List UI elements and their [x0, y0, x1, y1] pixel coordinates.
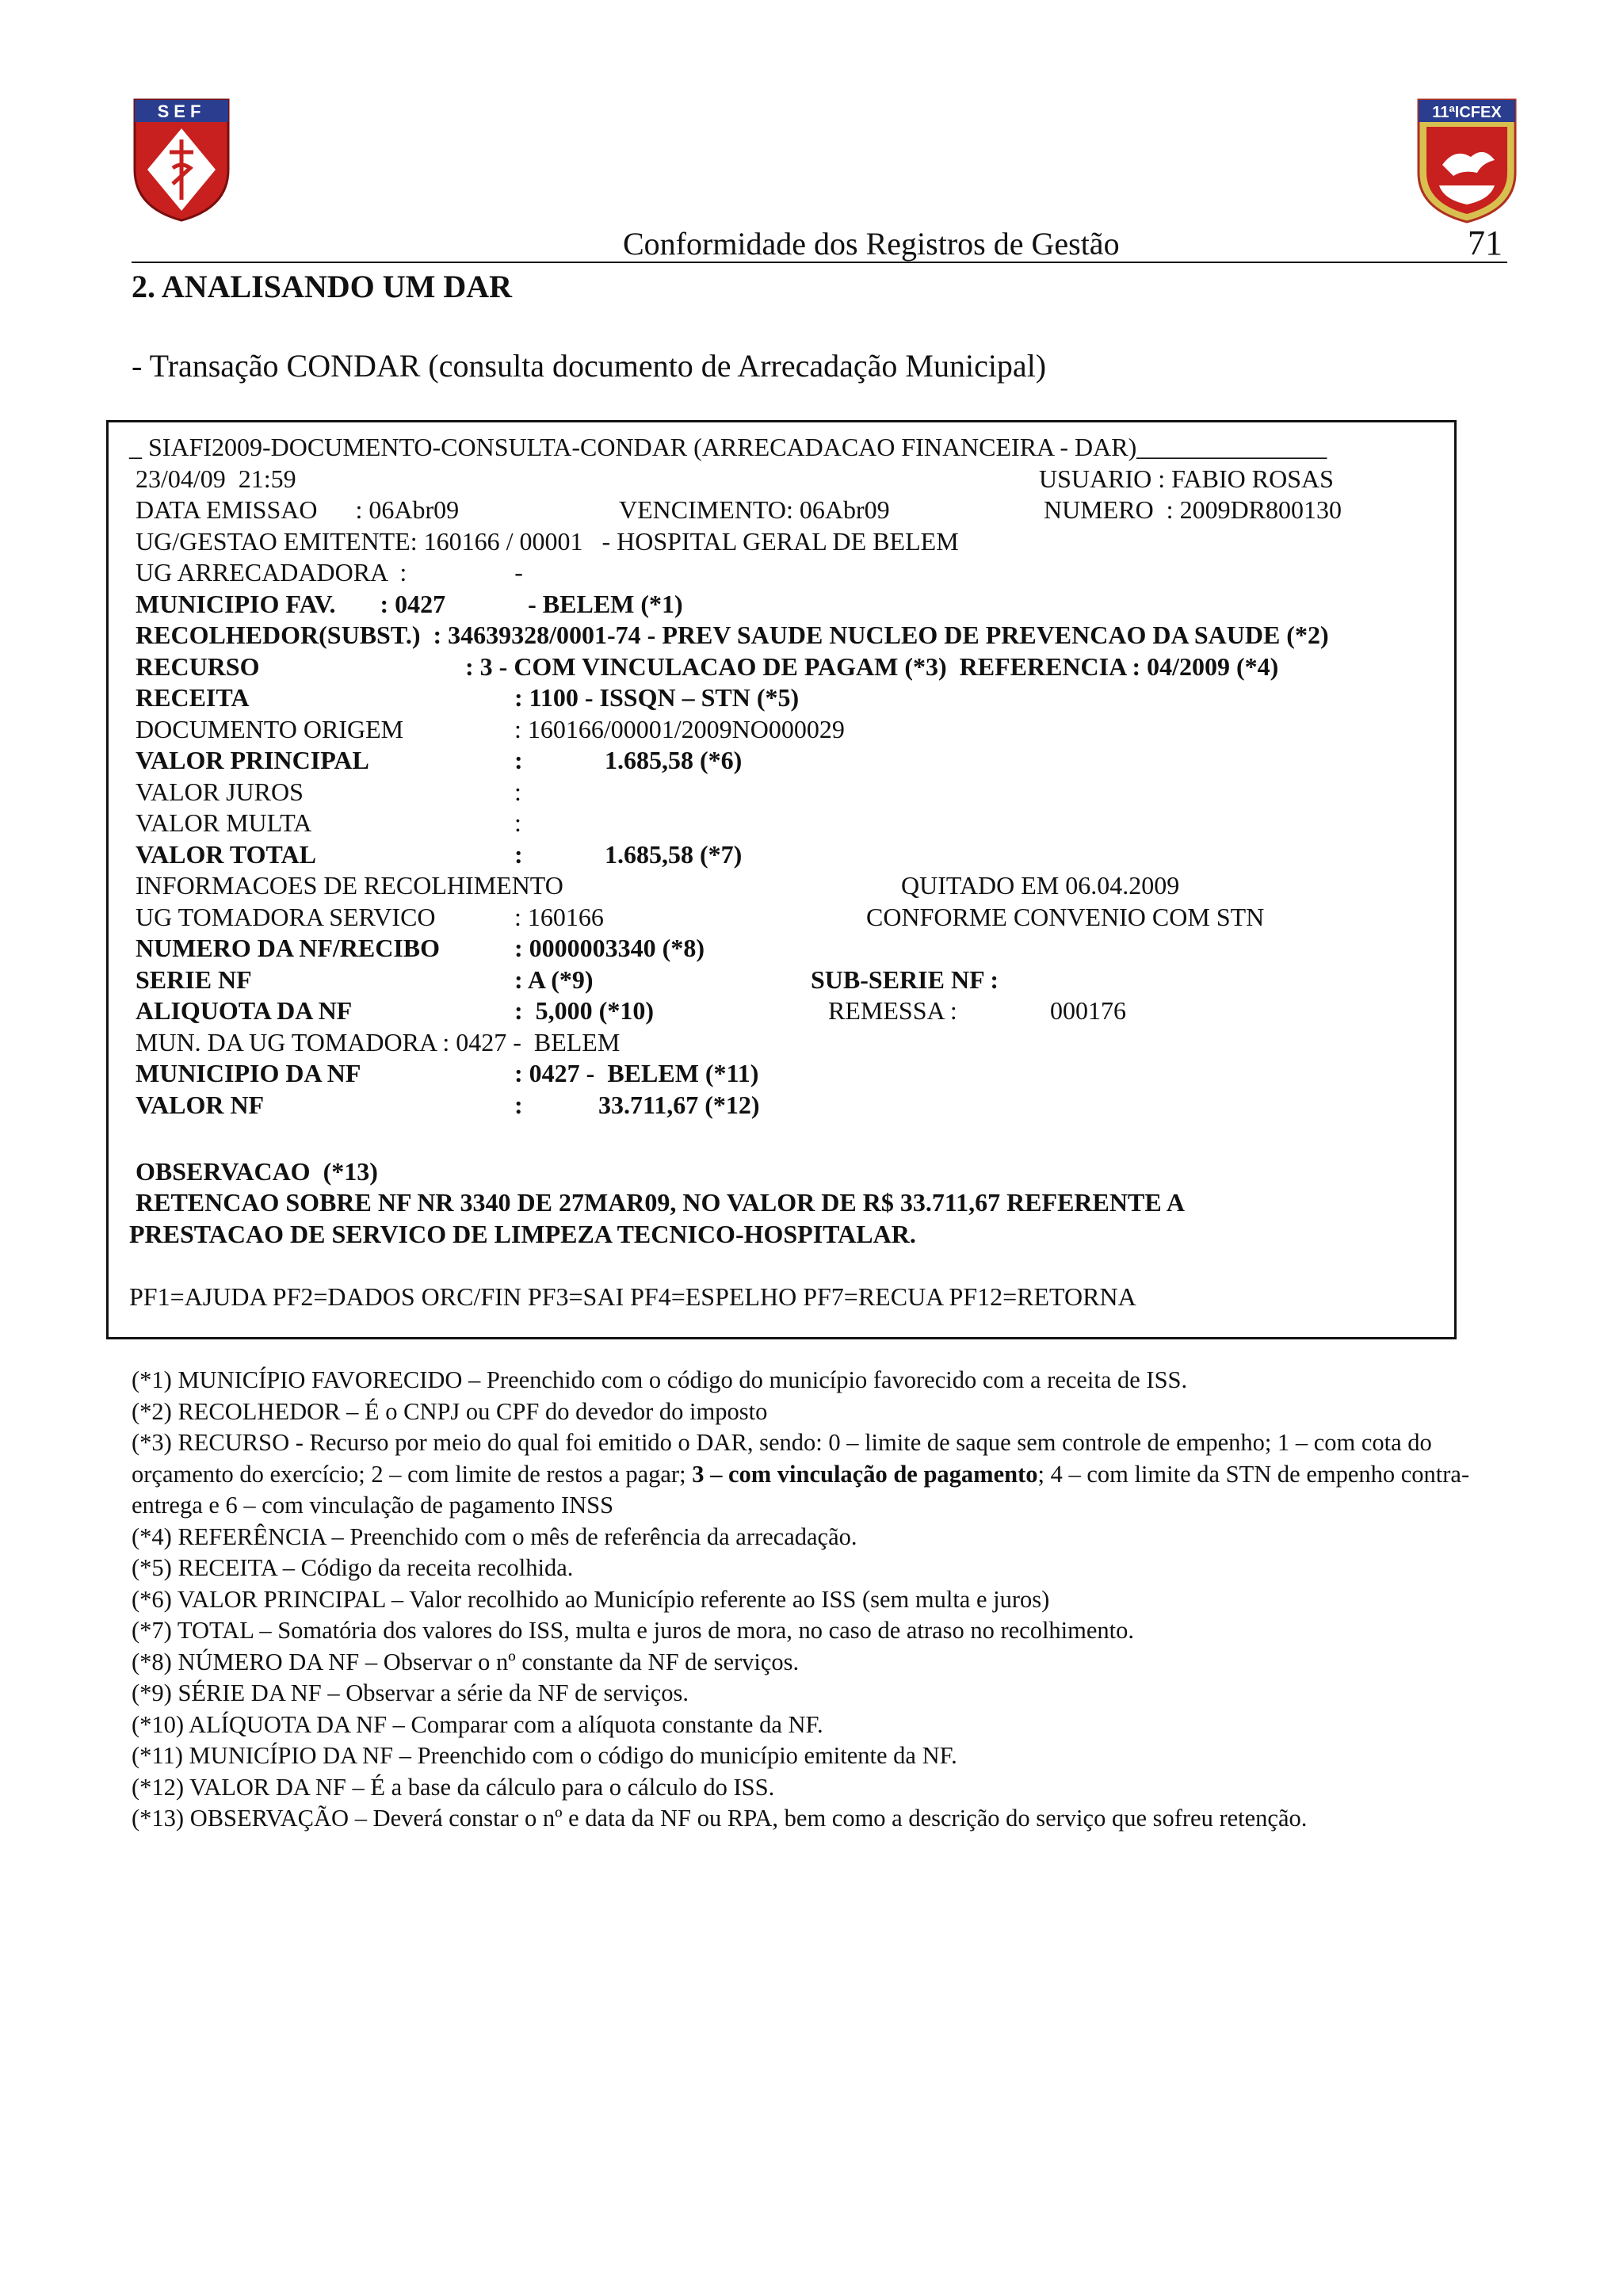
screen-usuario: USUARIO : FABIO ROSAS	[1039, 464, 1334, 493]
note-9: (*9) SÉRIE DA NF – Observar a série da NF de serviços.	[132, 1679, 689, 1706]
mun-ug-tomadora: MUN. DA UG TOMADORA : 0427 - BELEM	[136, 1028, 621, 1056]
conforme-convenio: CONFORME CONVENIO COM STN	[866, 903, 1265, 931]
ug-arrecadadora: UG ARRECADADORA : -	[136, 558, 523, 586]
recurso-label: RECURSO	[136, 652, 260, 681]
valor-principal-label: VALOR PRINCIPAL	[136, 746, 369, 774]
aliquota-nf-label: ALIQUOTA DA NF	[136, 996, 353, 1025]
valor-total-colon: :	[514, 840, 523, 869]
documento-origem-value: : 160166/00001/2009NO000029	[514, 715, 845, 743]
note-3-text-end: ; 4 – com limite da STN de empenho contra-entrega e 6 – com vinculação de pagamento INSS	[132, 1460, 1470, 1519]
serie-nf-value: : A (*9)	[514, 965, 594, 994]
numero-nf-value: : 0000003340 (*8)	[514, 934, 705, 962]
note-6: (*6) VALOR PRINCIPAL – Valor recolhido ao Município referente ao ISS (sem multa e juros)	[132, 1585, 1050, 1613]
numero-nf-label: NUMERO DA NF/RECIBO	[136, 934, 441, 962]
informacoes-recolhimento: INFORMACOES DE RECOLHIMENTO	[136, 871, 563, 900]
note-4: (*4) REFERÊNCIA – Preenchido com o mês de referência da arrecadação.	[132, 1522, 857, 1550]
note-8: (*8) NÚMERO DA NF – Observar o nº constante da NF de serviços.	[132, 1648, 800, 1675]
section-title: 2. ANALISANDO UM DAR	[132, 269, 513, 304]
valor-multa-colon: :	[514, 808, 521, 837]
valor-nf-colon: :	[514, 1091, 523, 1119]
note-11: (*11) MUNICÍPIO DA NF – Preenchido com o código do município emitente da NF.	[132, 1742, 957, 1769]
note-7: (*7) TOTAL – Somatória dos valores do ISS, multa e juros de mora, no caso de atraso no recolhimento.	[132, 1617, 1135, 1644]
valor-juros-colon: :	[514, 777, 521, 806]
note-1: (*1) MUNICÍPIO FAVORECIDO – Preenchido com o código do município favorecido com a receita de ISS.	[132, 1366, 1188, 1393]
vencimento: VENCIMENTO: 06Abr09	[619, 495, 890, 524]
receita-label: RECEITA	[136, 683, 250, 712]
pf-keys-bar: PF1=AJUDA PF2=DADOS ORC/FIN PF3=SAI PF4=ESPELHO PF7=RECUA PF12=RETORNA	[129, 1282, 1136, 1311]
note-5: (*5) RECEITA – Código da receita recolhida.	[132, 1554, 574, 1581]
note-10: (*10) ALÍQUOTA DA NF – Comparar com a alíquota constante da NF.	[132, 1710, 823, 1738]
quitado-em: QUITADO EM 06.04.2009	[901, 871, 1180, 900]
note-2: (*2) RECOLHEDOR – É o CNPJ ou CPF do devedor do imposto	[132, 1397, 768, 1425]
footnotes	[132, 1365, 1526, 1835]
receita-value: : 1100 - ISSQN – STN (*5)	[514, 683, 800, 712]
valor-multa-label: VALOR MULTA	[136, 808, 312, 837]
remessa-label: REMESSA :	[828, 996, 957, 1025]
recurso-value: : 3 - COM VINCULACAO DE PAGAM (*3) REFERENCIA : 04/2009 (*4)	[465, 652, 1279, 681]
ug-tomadora-value: : 160166	[514, 903, 604, 931]
remessa-value: 000176	[1050, 996, 1126, 1025]
municipio-favorecido: MUNICIPIO FAV. : 0427 - BELEM (*1)	[136, 590, 683, 618]
running-header-title: Conformidade dos Registros de Gestão	[623, 226, 1120, 262]
screen-title: _ SIAFI2009-DOCUMENTO-CONSULTA-CONDAR (ARRECADACAO FINANCEIRA - DAR)_______________	[129, 433, 1327, 461]
note-3-text-start: (*3) RECURSO - Recurso por meio do qual foi emitido o DAR, sendo: 0 – limite de saque sem controle de empenho; 1 – com cota do orçamento do exercício; 2 – com limite de restos a pagar;	[132, 1429, 1432, 1488]
municipio-nf-label: MUNICIPIO DA NF	[136, 1059, 361, 1087]
screen-datetime: 23/04/09 21:59	[136, 464, 296, 493]
documento-origem-label: DOCUMENTO ORIGEM	[136, 715, 404, 743]
observacao-line-2: PRESTACAO DE SERVICO DE LIMPEZA TECNICO-HOSPITALAR.	[129, 1220, 916, 1248]
note-3-emphasis: 3 – com vinculação de pagamento	[692, 1460, 1038, 1488]
municipio-nf-value: : 0427 - BELEM (*11)	[514, 1059, 759, 1087]
valor-nf-label: VALOR NF	[136, 1091, 265, 1119]
valor-juros-label: VALOR JUROS	[136, 777, 304, 806]
observacao-line-1: RETENCAO SOBRE NF NR 3340 DE 27MAR09, NO VALOR DE R$ 33.711,67 REFERENTE A	[136, 1188, 1185, 1217]
observacao-label: OBSERVACAO (*13)	[136, 1157, 378, 1186]
sef-emblem-icon	[132, 97, 231, 223]
serie-nf-label: SERIE NF	[136, 965, 252, 994]
recolhedor: RECOLHEDOR(SUBST.) : 34639328/0001-74 - PREV SAUDE NUCLEO DE PREVENCAO DA SAUDE (*2)	[136, 621, 1329, 649]
valor-total-label: VALOR TOTAL	[136, 840, 316, 869]
note-12: (*12) VALOR DA NF – É a base da cálculo para o cálculo do ISS.	[132, 1773, 775, 1801]
numero-dar: NUMERO : 2009DR800130	[1044, 495, 1342, 524]
section-subtitle: - Transação CONDAR (consulta documento de Arrecadação Municipal)	[132, 348, 1047, 384]
ug-gestao-emitente: UG/GESTAO EMITENTE: 160166 / 00001 - HOSPITAL GERAL DE BELEM	[136, 527, 959, 556]
sef-logo-text: SEF	[157, 101, 206, 121]
siafi-screen-panel	[106, 420, 1457, 1339]
note-13: (*13) OBSERVAÇÃO – Deverá constar o nº e data da NF ou RPA, bem como a descrição do serviço que sofreu retenção.	[132, 1805, 1308, 1832]
icfex-logo-text: 11ªICFEX	[1432, 104, 1502, 121]
valor-principal-colon: :	[514, 746, 523, 774]
header-rule	[132, 262, 1507, 263]
valor-total-value: 1.685,58 (*7)	[605, 840, 743, 869]
page-number: 71	[1468, 223, 1503, 262]
data-emissao: DATA EMISSAO : 06Abr09	[136, 495, 460, 524]
aliquota-nf-value: : 5,000 (*10)	[514, 996, 654, 1025]
valor-principal-value: 1.685,58 (*6)	[605, 746, 743, 774]
valor-nf-value: 33.711,67 (*12)	[598, 1091, 760, 1119]
ug-tomadora-label: UG TOMADORA SERVICO	[136, 903, 436, 931]
sub-serie-nf-label: SUB-SERIE NF :	[811, 965, 999, 994]
icfex-emblem-icon	[1415, 97, 1518, 225]
note-3	[132, 1427, 1526, 1522]
